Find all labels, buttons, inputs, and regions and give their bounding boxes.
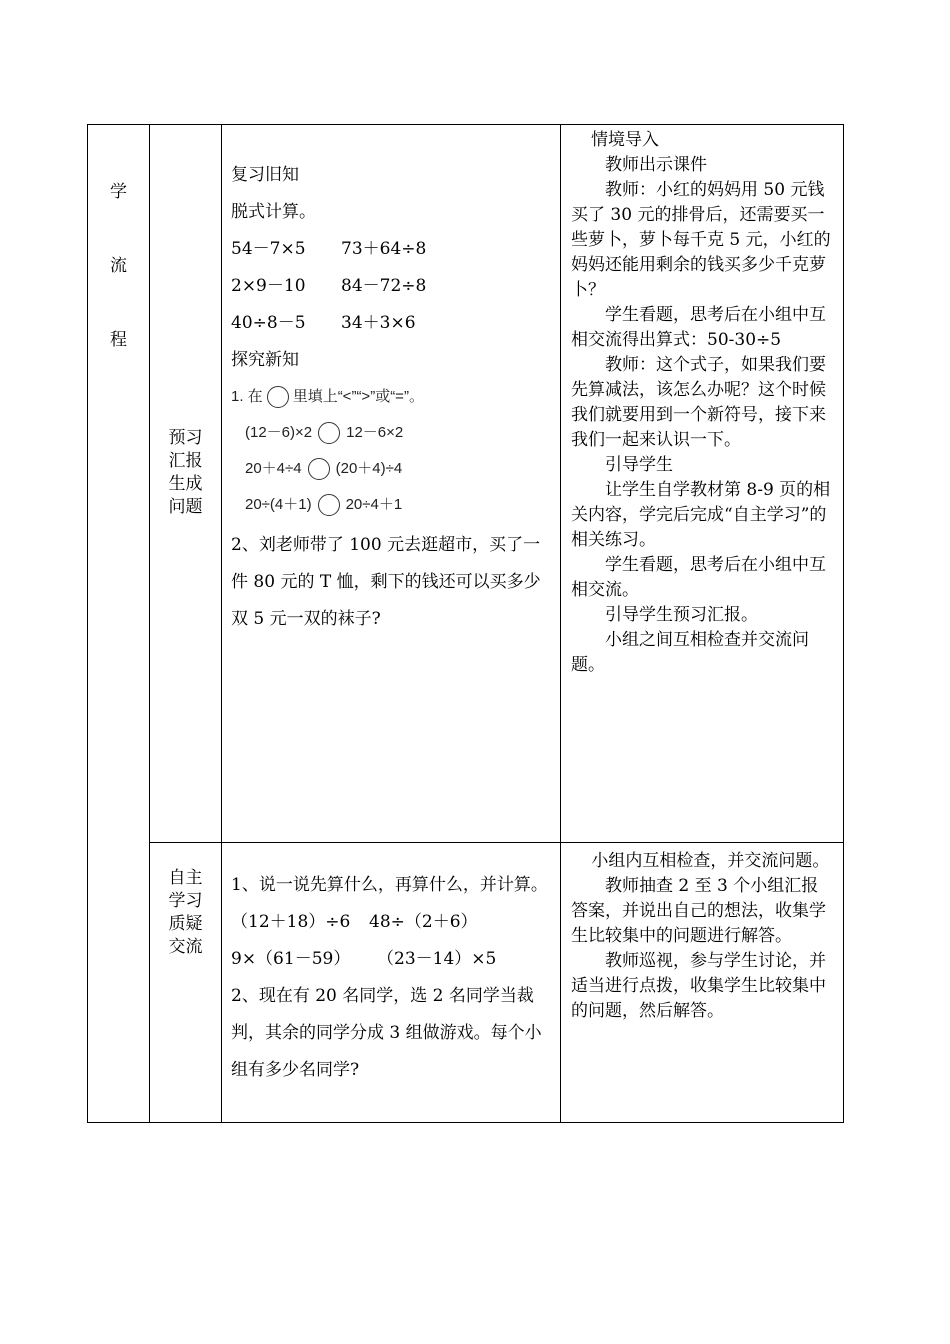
phase-title-self-study: 自主 学习 质疑 交流 [150,843,222,1123]
blank-circle-icon [308,458,330,480]
calc-row: 2×9－10 84－72÷8 [231,276,427,296]
compare-exercise [231,379,554,523]
note-paragraph: 引导学生预习汇报。 [605,605,758,625]
calc-row: 40÷8－5 34＋3×6 [231,313,416,333]
explore-title: 探究新知 [231,350,299,370]
note-paragraph: 小组之间互相检查并交流问题。 [571,630,809,675]
note-paragraph: 引导学生 [605,455,673,475]
section-label-char: 程 [110,330,127,350]
compare-row: 20÷(4＋1) 20÷4＋1 [231,487,554,523]
review-title: 复习旧知 [231,165,299,185]
note-paragraph: 教师：这个式子，如果我们要先算减法，该怎么办呢？这个时候我们就要用到一个新符号，接下来我们一起来认识一下。 [571,355,826,450]
note-paragraph: 情境导入 [591,130,659,150]
note-paragraph: 学生看题，思考后在小组中互相交流。 [571,555,826,600]
activity-cell-self-study [222,843,561,1123]
calc-row: 54－7×5 73＋64÷8 [231,239,427,259]
note-paragraph: 教师：小红的妈妈用 50 元钱买了 30 元的排骨后，还需要买一些萝卜，萝卜每千克 5 元，小红的妈妈还能用剩余的钱买多少千克萝卜？ [571,180,831,300]
section-label-cell [88,125,150,1123]
note-paragraph: 教师出示课件 [605,155,707,175]
note-paragraph: 小组内互相检查，并交流问题。 [591,851,830,871]
phase-title-preview: 预习 汇报 生成 问题 [150,125,222,843]
question-2: 2、现在有 20 名同学，选 2 名同学当裁判，其余的同学分成 3 组做游戏。每个小组有多少名同学? [231,986,542,1080]
teacher-notes-self-study [561,843,844,1123]
note-paragraph: 让学生自学教材第 8-9 页的相关内容，学完后完成“自主学习”的相关练习。 [571,480,831,550]
teacher-notes-preview [561,125,844,843]
blank-circle-icon [318,422,340,444]
note-paragraph: 教师巡视，参与学生讨论，并适当进行点拨，收集学生比较集中的问题，然后解答。 [571,951,826,1021]
section-label-char: 学 [110,182,127,202]
note-paragraph: 学生看题，思考后在小组中互相交流得出算式：50-30÷5 [571,305,826,350]
question-1: 1、说一说先算什么，再算什么，并计算。 [231,875,548,895]
blank-circle-icon [267,386,289,408]
compare-row: 20＋4÷4 (20＋4)÷4 [231,451,554,487]
note-paragraph: 教师抽查 2 至 3 个小组汇报答案，并说出自己的想法，收集学生比较集中的问题进行解答。 [571,876,826,946]
section-label-char: 流 [110,256,127,276]
word-problem: 2、刘老师带了 100 元去逛超市，买了一件 80 元的 T 恤，剩下的钱还可以买多少双 5 元一双的袜子? [231,535,541,629]
blank-circle-icon [318,494,340,516]
lesson-plan-table [87,124,844,1123]
calc-title: 脱式计算。 [231,202,316,222]
activity-cell-preview [222,125,561,843]
calc-row: 9×（61－59） （23－14）×5 [231,949,497,969]
exercise-heading: 1. 在 里填上“<”“>”或“=”。 [231,379,554,415]
calc-row: （12＋18）÷6 48÷（2＋6） [231,912,478,932]
compare-row: (12－6)×2 12－6×2 [231,415,554,451]
